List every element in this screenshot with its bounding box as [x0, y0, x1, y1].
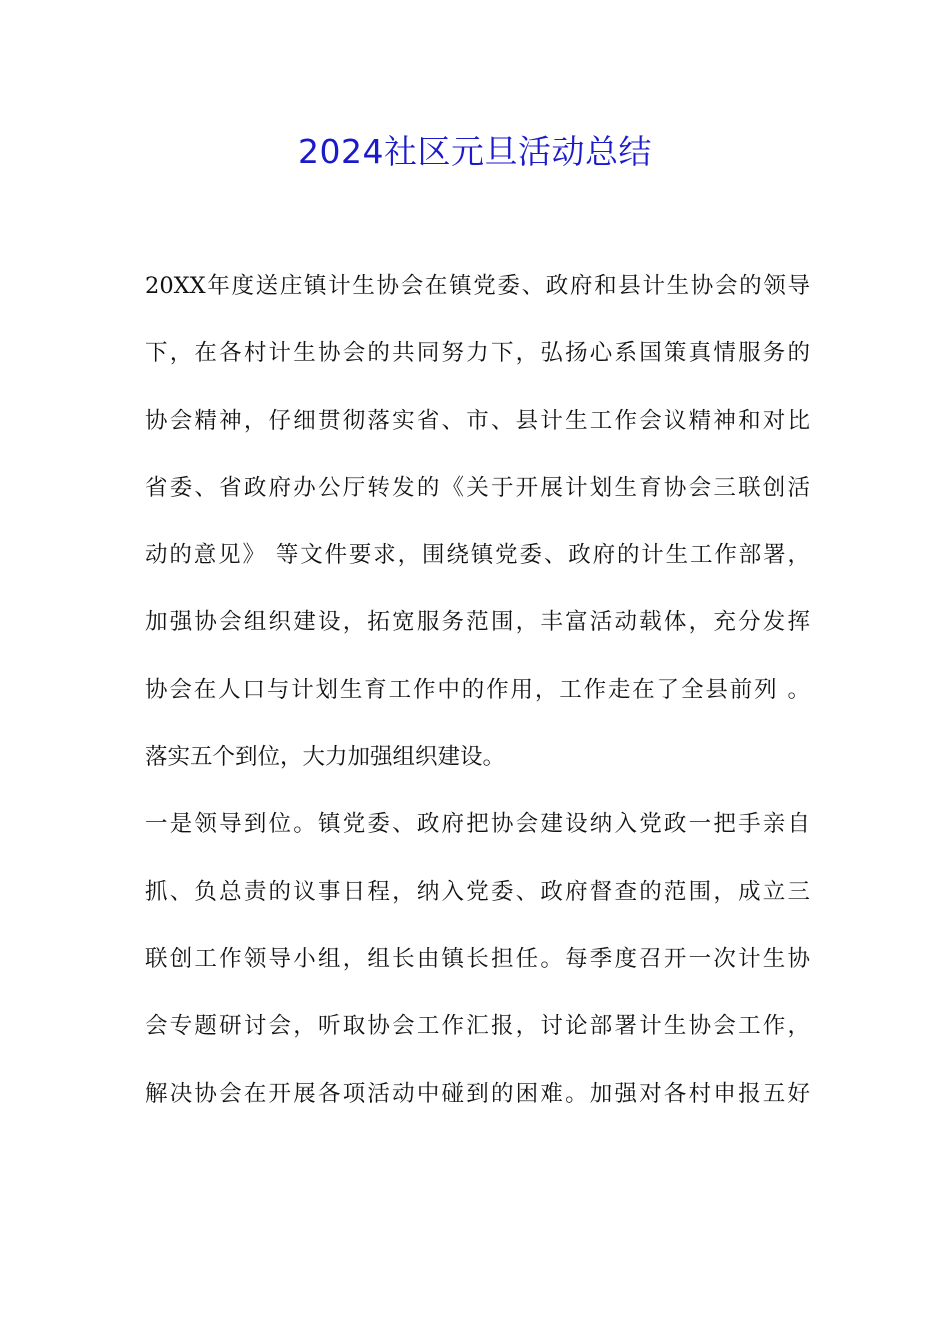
paragraph-line: 省委、省政府办公厅转发的《关于开展计划生育协会三联创活 [145, 474, 810, 501]
paragraph-line: 加强协会组织建设，拓宽服务范围，丰富活动载体，充分发挥 [145, 609, 810, 636]
paragraph-line: 20XX年度送庄镇计生协会在镇党委、政府和县计生协会的领导 [145, 273, 810, 299]
paragraph-line: 动的意见》 等文件要求，围绕镇党委、政府的计生工作部署， [145, 542, 810, 569]
paragraph-line: 一是领导到位。镇党委、政府把协会建设纳入党政一把手亲自 [145, 811, 810, 838]
paragraph-line: 协会精神，仔细贯彻落实省、市、县计生工作会议精神和对比 [145, 407, 810, 434]
paragraph-line: 抓、负总责的议事日程，纳入党委、政府督查的范围，成立三 [145, 878, 810, 905]
document-title: 2024社区元旦活动总结 [298, 132, 652, 171]
paragraph-line: 落实五个到位，大力加强组织建设。 [145, 744, 506, 771]
paragraph-line: 联创工作领导小组，组长由镇长担任。每季度召开一次计生协 [145, 945, 810, 972]
paragraph-line: 会专题研讨会，听取协会工作汇报，讨论部署计生协会工作， [145, 1013, 810, 1040]
paragraph-line: 协会在人口与计划生育工作中的作用，工作走在了全县前列 。 [145, 676, 810, 703]
paragraph-line: 下，在各村计生协会的共同努力下，弘扬心系国策真情服务的 [145, 340, 810, 367]
paragraph-line: 解决协会在开展各项活动中碰到的困难。加强对各村申报五好 [145, 1080, 810, 1107]
document-body [145, 262, 810, 1137]
